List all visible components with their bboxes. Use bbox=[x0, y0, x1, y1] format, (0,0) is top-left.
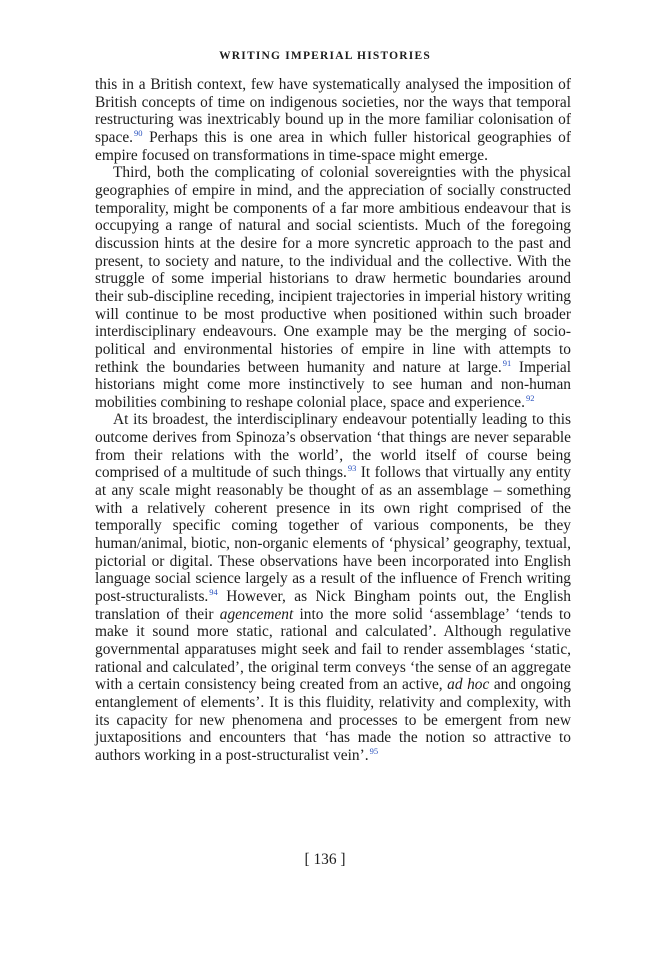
paragraph-3 bbox=[95, 411, 571, 764]
footnote-reference-94[interactable]: 94 bbox=[209, 587, 218, 598]
text-run: into the more solid ‘assemblage’ ‘tends to make it sound more static, rational and calculated’. Although regulative governmental apparatuses might seek and fail to render assemblages ‘static, rational and calculated’, the original term conveys ‘the sense of an aggregate with a certain consistency being created from an active, bbox=[95, 605, 571, 694]
text-run: At its broadest, the interdisciplinary endeavour potentially leading to this outcome derives from Spinoza’s observation ‘that things are never separable from their relations with the world’, the world itself of course being comprised of a multitude of such things. bbox=[95, 411, 571, 482]
footnote-reference-93[interactable]: 93 bbox=[347, 463, 357, 474]
italic-text: ad hoc bbox=[447, 676, 490, 694]
text-run: Perhaps this is one area in which fuller historical geographies of empire focused on transformations in time-space might emerge. bbox=[95, 128, 571, 164]
paragraph-2 bbox=[95, 164, 571, 411]
footnote-reference-92[interactable]: 92 bbox=[525, 392, 535, 403]
body-text bbox=[95, 76, 571, 765]
italic-text: agencement bbox=[219, 605, 294, 623]
text-run: It follows that virtually any entity at any scale might reasonably be thought of as an assemblage – something with a relatively coherent presence in its own right comprised of the temporally specific coming together of various components, be they human/animal, biotic, non-organic elements of ‘physical’ geography, textual, pictorial or digital. These observations have been incorporated into English language social science largely as a result of the influence of French writing post-structuralists. bbox=[95, 464, 571, 606]
text-run: However, as Nick Bingham points out, the English translation of their bbox=[95, 588, 571, 623]
paragraph-1 bbox=[95, 76, 571, 164]
page-number: [ 136 ] bbox=[304, 851, 346, 868]
text-run: this in a British context, few have systematically analysed the imposition of British concepts of time on indigenous societies, nor the ways that temporal restructuring was inextricably bound up in the more familiar colonisation of space. bbox=[95, 76, 571, 146]
text-run: Imperial historians might come more instinctively to see human and non-human mobilities combining to reshape colonial place, space and experience. bbox=[95, 358, 571, 411]
running-head: WRITING IMPERIAL HISTORIES bbox=[219, 50, 431, 62]
footnote-reference-90[interactable]: 90 bbox=[134, 127, 143, 138]
text-run: and ongoing entanglement of elements’. It is this fluidity, relativity and complexity, with its capacity for new phenomena and processes to be emergent from new juxtapositions and encounters that ‘has made the notion so attractive to authors working in a post-structuralist vein’. bbox=[95, 676, 571, 764]
text-run: Third, both the complicating of colonial sovereignties with the physical geographies of empire in mind, and the appreciation of socially constructed temporality, might be components of a far more ambitious endeavour that is occupying a range of natural and social scientists. Much of the foregoing discussion hints at the desire for a more syncretic approach to the past and present, to society and nature, to the individual and the collective. With the struggle of some imperial historians to draw hermetic boundaries around their sub-discipline receding, incipient trajectories in imperial history writing will continue to be most productive when positioned within such broader interdisciplinary endeavours. One example may be the merging of socio-political and environmental histories of empire in line with attempts to rethink the boundaries between humanity and nature at large. bbox=[95, 164, 571, 376]
footnote-reference-91[interactable]: 91 bbox=[502, 357, 512, 368]
footnote-reference-95[interactable]: 95 bbox=[369, 745, 379, 756]
